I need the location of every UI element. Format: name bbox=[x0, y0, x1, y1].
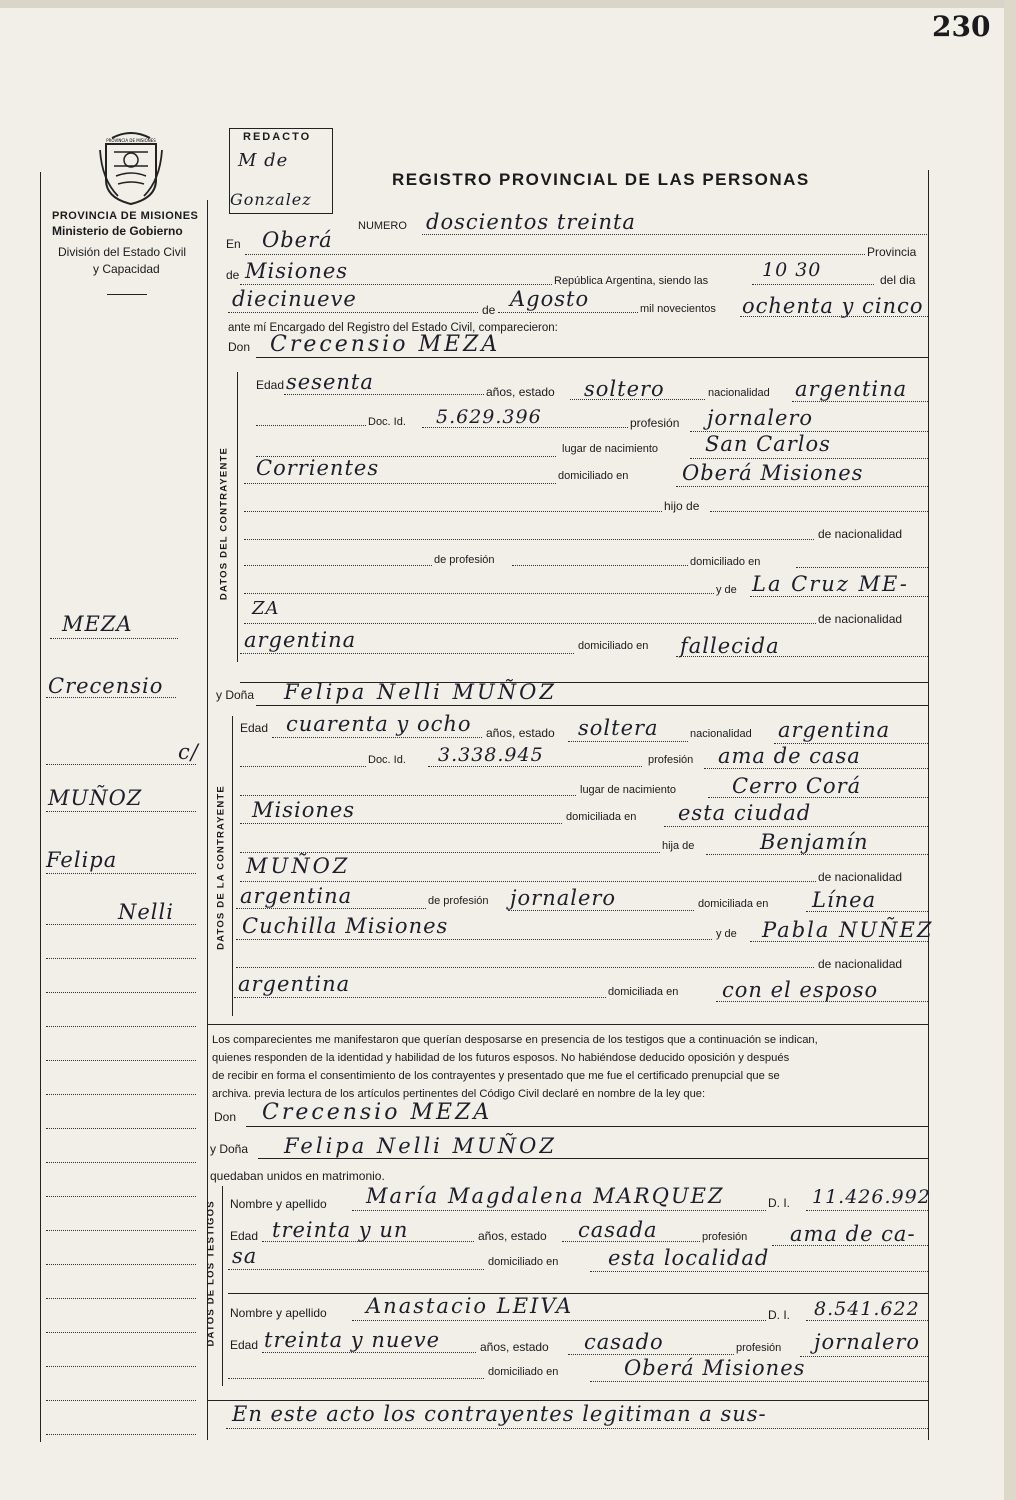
numero-label: NUMERO bbox=[358, 220, 407, 232]
top-edge bbox=[0, 0, 1016, 8]
bride-de-prof-label: de profesión bbox=[428, 895, 489, 907]
redacto-signature: Gonzalez bbox=[230, 190, 312, 209]
w2-profesion: jornalero bbox=[814, 1330, 921, 1354]
groom-de-prof-label: de profesión bbox=[434, 554, 495, 566]
w1-di: 11.426.992 bbox=[812, 1186, 931, 1208]
bride-section-border bbox=[232, 716, 233, 1016]
bride-dom-label: domiciliada en bbox=[566, 811, 637, 823]
bride-de-nac2-label: de nacionalidad bbox=[818, 957, 903, 971]
bride-anos-label: años, estado bbox=[486, 726, 555, 740]
margin-second-name-bride: Nelli bbox=[118, 900, 174, 924]
w1-estado: casada bbox=[578, 1218, 658, 1242]
bride-de-nac-label: de nacionalidad bbox=[818, 870, 903, 884]
w1-prof-label: profesión bbox=[702, 1231, 748, 1243]
bride-hija-label: hija de bbox=[662, 840, 695, 852]
bride-profesion: ama de casa bbox=[718, 744, 861, 768]
bride-section-label: DATOS DE LA CONTRAYENTE bbox=[215, 785, 227, 950]
document-title: REGISTRO PROVINCIAL DE LAS PERSONAS bbox=[392, 170, 810, 189]
w1-prof2: sa bbox=[232, 1244, 258, 1268]
margin-surname-bride: MUÑOZ bbox=[48, 786, 143, 810]
groom-doc-label: Doc. Id. bbox=[368, 416, 406, 428]
bride-padre1: Benjamín bbox=[760, 830, 869, 854]
groom-section-border bbox=[237, 372, 238, 662]
en-value: Oberá bbox=[262, 228, 333, 252]
groom-edad: sesenta bbox=[286, 370, 374, 394]
groom-lugar2: Corrientes bbox=[256, 456, 380, 480]
redacto-initials: M de bbox=[238, 150, 289, 171]
province-label: PROVINCIA DE MISIONES bbox=[52, 210, 199, 222]
bride-madre-dom: con el esposo bbox=[722, 978, 879, 1002]
margin-surname-groom: MEZA bbox=[62, 612, 133, 636]
w2-nombre: Anastacio LEIVA bbox=[366, 1294, 574, 1318]
anio-value: ochenta y cinco bbox=[742, 294, 924, 318]
division-label-1: División del Estado Civil bbox=[58, 245, 187, 259]
bride-dom2-label: domiciliada en bbox=[698, 898, 769, 910]
republica-label: República Argentina, siendo las bbox=[554, 275, 709, 287]
groom-nac-label: nacionalidad bbox=[708, 387, 770, 399]
paragraph-line-1: Los comparecientes me manifestaron que querían desposarse en presencia de los testigos que a continuación se indican, bbox=[212, 1034, 818, 1046]
groom-doc: 5.629.396 bbox=[436, 406, 542, 428]
w1-nombre: María Magdalena MARQUEZ bbox=[366, 1184, 725, 1208]
de-label: de bbox=[226, 268, 240, 282]
bride-lugar1: Cerro Corá bbox=[732, 774, 862, 798]
w1-edad-label: Edad bbox=[230, 1229, 259, 1243]
groom-dom2-label: domiciliado en bbox=[690, 556, 761, 568]
bride-padre2: MUÑOZ bbox=[246, 854, 351, 878]
groom-madre-dom: fallecida bbox=[680, 634, 780, 658]
w1-di-label: D. I. bbox=[768, 1196, 791, 1210]
groom-nacionalidad: argentina bbox=[795, 377, 908, 401]
union-dona-label: y Doña bbox=[210, 1142, 249, 1156]
groom-edad-label: Edad bbox=[256, 378, 285, 392]
w2-estado: casado bbox=[584, 1330, 664, 1354]
de-value: Misiones bbox=[245, 259, 349, 283]
bride-nacionalidad: argentina bbox=[778, 718, 891, 742]
division-label-2: y Capacidad bbox=[93, 262, 160, 276]
bride-madre-nac: argentina bbox=[238, 972, 351, 996]
hora-value: 10 30 bbox=[762, 259, 822, 281]
w2-edad-label: Edad bbox=[230, 1338, 259, 1352]
w2-nombre-label: Nombre y apellido bbox=[230, 1306, 327, 1320]
ministry-label: Ministerio de Gobierno bbox=[52, 224, 183, 238]
union-don-label: Don bbox=[214, 1110, 237, 1124]
paragraph-line-3: de recibir en forma el consentimiento de los contrayentes y presentado que me fue el certificado prenupcial que se bbox=[212, 1070, 780, 1082]
del-dia-label: del dia bbox=[880, 273, 916, 287]
w1-edad: treinta y un bbox=[272, 1218, 409, 1242]
bride-nac-label: nacionalidad bbox=[690, 728, 752, 740]
groom-de-nac2-label: de nacionalidad bbox=[818, 612, 903, 626]
left-border bbox=[40, 172, 41, 1442]
margin-name-groom: Crecensio bbox=[48, 674, 164, 698]
margin-con: c/ bbox=[178, 740, 199, 764]
bride-doc: 3.338.945 bbox=[438, 744, 544, 766]
groom-madre-nac: argentina bbox=[244, 628, 357, 652]
redacto-label: REDACTO bbox=[243, 131, 312, 143]
don-value: Crecensio MEZA bbox=[270, 332, 501, 357]
bride-lugar2: Misiones bbox=[252, 798, 356, 822]
w2-dom-label: domiciliado en bbox=[488, 1366, 559, 1378]
w2-domicilio: Oberá Misiones bbox=[624, 1356, 806, 1380]
mes-value: Agosto bbox=[510, 287, 590, 311]
numero-value: doscientos treinta bbox=[426, 210, 636, 234]
witness-section-border bbox=[222, 1186, 223, 1386]
bride-lugar-label: lugar de nacimiento bbox=[580, 784, 677, 796]
bride-madre: Pabla NUÑEZ bbox=[762, 918, 934, 942]
w2-edad: treinta y nueve bbox=[264, 1328, 441, 1352]
bride-edad-label: Edad bbox=[240, 721, 269, 735]
dona-label: y Doña bbox=[216, 688, 255, 702]
paragraph-line-4: archiva. previa lectura de los artículos pertinentes del Código Civil declaré en nombre de la ley que: bbox=[212, 1088, 706, 1100]
quedaban-label: quedaban unidos en matrimonio. bbox=[210, 1169, 385, 1183]
groom-lugar1: San Carlos bbox=[705, 432, 831, 456]
groom-hijo-label: hijo de bbox=[664, 499, 700, 513]
groom-madre1: La Cruz ME- bbox=[752, 572, 909, 596]
w2-anos-label: años, estado bbox=[480, 1340, 549, 1354]
w2-di-label: D. I. bbox=[768, 1308, 791, 1322]
bride-padre-nac: argentina bbox=[240, 884, 353, 908]
groom-domicilio: Oberá Misiones bbox=[682, 461, 864, 485]
groom-dom3-label: domiciliado en bbox=[578, 640, 649, 652]
w1-domicilio: esta localidad bbox=[608, 1246, 770, 1270]
margin-name-bride: Felipa bbox=[46, 848, 118, 872]
dia-value: diecinueve bbox=[232, 287, 357, 311]
bride-padre-dom2: Cuchilla Misiones bbox=[242, 914, 449, 938]
groom-estado: soltero bbox=[584, 377, 665, 401]
groom-madre2: ZA bbox=[252, 598, 280, 619]
groom-section-label: DATOS DEL CONTRAYENTE bbox=[218, 446, 230, 601]
bride-padre-prof: jornalero bbox=[510, 886, 617, 910]
coat-of-arms-icon bbox=[98, 130, 164, 206]
groom-y-de-label: y de bbox=[716, 584, 737, 596]
page-edge bbox=[1004, 0, 1016, 1500]
groom-lugar-label: lugar de nacimiento bbox=[562, 443, 659, 455]
groom-dom-label: domiciliado en bbox=[558, 470, 629, 482]
mil-label: mil novecientos bbox=[640, 303, 716, 315]
provincia-label: Provincia bbox=[867, 245, 917, 259]
bride-edad: cuarenta y ocho bbox=[286, 712, 472, 736]
w2-di: 8.541.622 bbox=[814, 1298, 920, 1320]
bride-estado: soltera bbox=[578, 716, 659, 740]
de2-label: de bbox=[482, 303, 496, 317]
paragraph-line-2: quienes responden de la identidad y habilidad de los futuros esposos. No habiéndose deducido oposición y después bbox=[212, 1052, 790, 1064]
right-border bbox=[928, 170, 929, 1440]
bride-padre-dom1: Línea bbox=[812, 888, 877, 912]
w1-anos-label: años, estado bbox=[478, 1229, 547, 1243]
bride-domicilio: esta ciudad bbox=[678, 801, 812, 825]
w1-prof1: ama de ca- bbox=[790, 1222, 916, 1246]
closing-line: En este acto los contrayentes legitiman a sus- bbox=[232, 1402, 767, 1426]
bride-prof-label: profesión bbox=[648, 754, 694, 766]
groom-anos-label: años, estado bbox=[486, 385, 555, 399]
w1-dom-label: domiciliado en bbox=[488, 1256, 559, 1268]
dona-name: Felipa Nelli MUÑOZ bbox=[284, 680, 557, 704]
en-label: En bbox=[226, 237, 241, 251]
bride-y-de-label: y de bbox=[716, 928, 737, 940]
witness-section-label: DATOS DE LOS TESTIGOS bbox=[205, 1200, 217, 1347]
w2-prof-label: profesión bbox=[736, 1342, 782, 1354]
bride-doc-label: Doc. Id. bbox=[368, 754, 406, 766]
union-don: Crecensio MEZA bbox=[262, 1100, 493, 1125]
bride-dom3-label: domiciliada en bbox=[608, 986, 679, 998]
ante-label: ante mí Encargado del Registro del Estado Civil, comparecieron: bbox=[228, 322, 558, 334]
groom-prof-label: profesión bbox=[630, 416, 680, 430]
union-dona: Felipa Nelli MUÑOZ bbox=[284, 1134, 557, 1158]
groom-de-nac-label: de nacionalidad bbox=[818, 527, 903, 541]
groom-profesion: jornalero bbox=[707, 406, 814, 430]
divider bbox=[107, 294, 147, 295]
crest-text: PROVINCIA DE MISIONES bbox=[106, 138, 156, 143]
don-label: Don bbox=[228, 340, 251, 354]
w1-nombre-label: Nombre y apellido bbox=[230, 1197, 327, 1211]
page-number: 230 bbox=[932, 10, 991, 43]
